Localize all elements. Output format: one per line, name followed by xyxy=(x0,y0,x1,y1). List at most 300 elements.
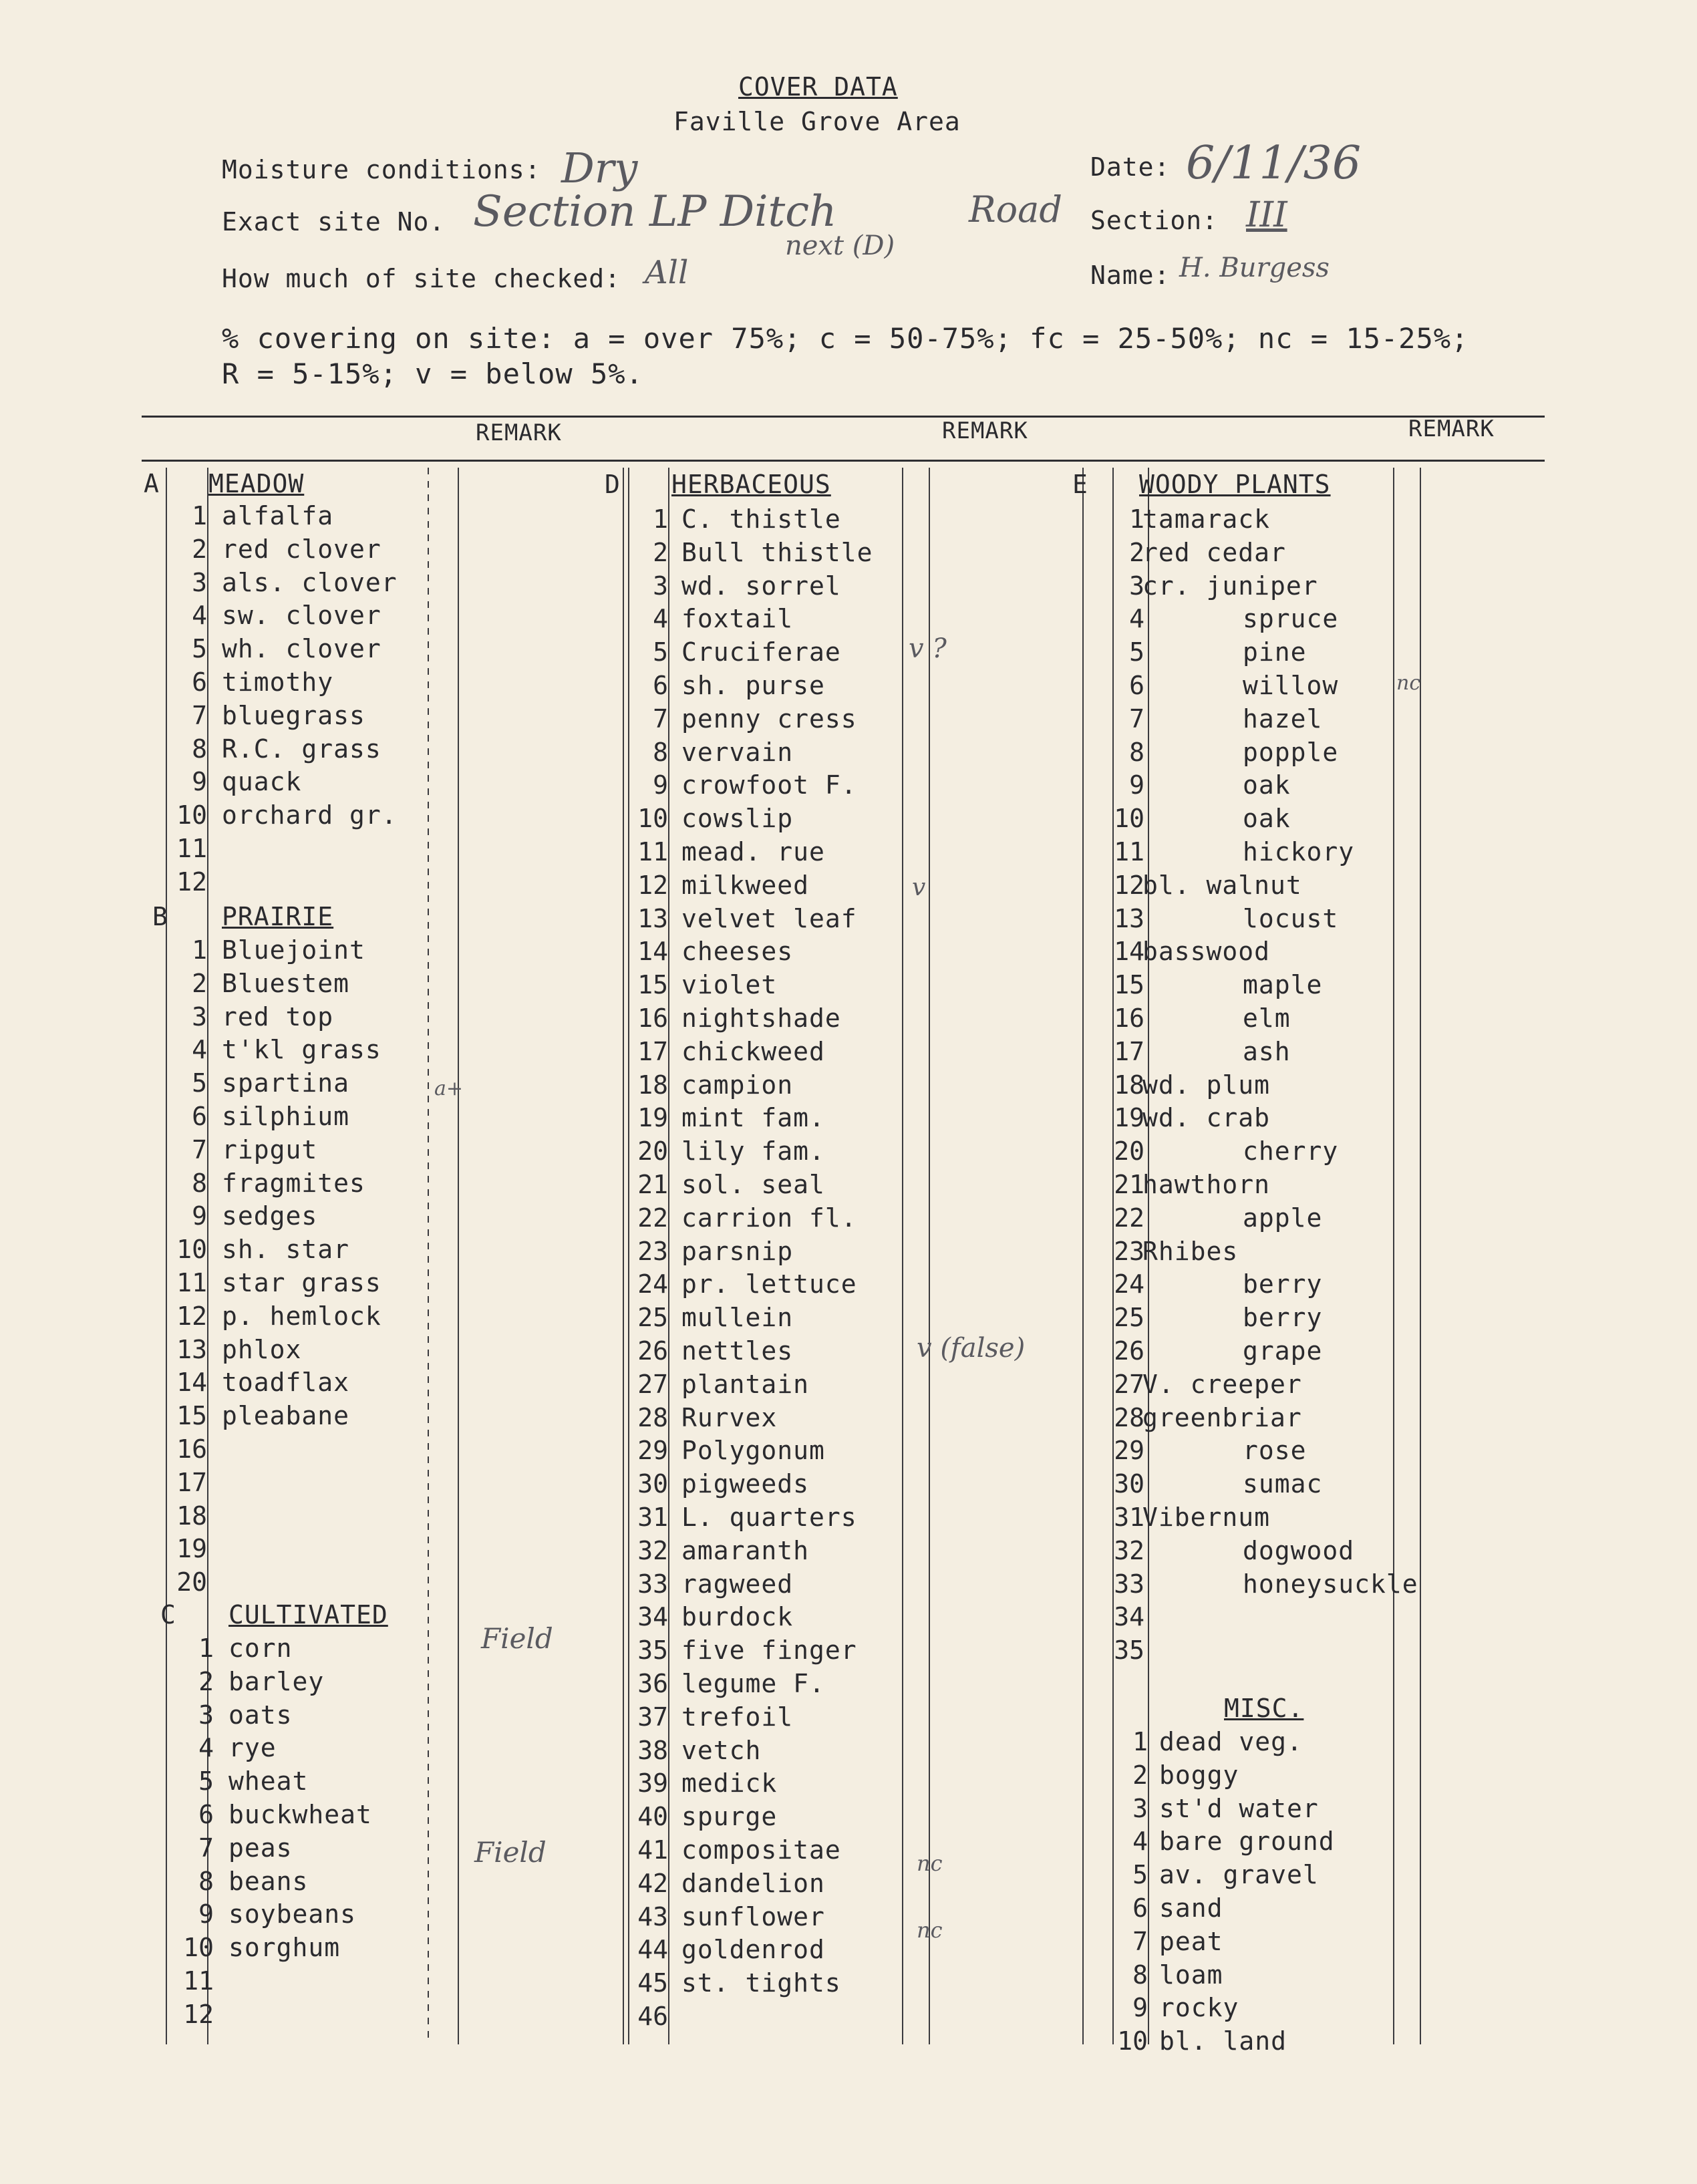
row-number: 7 xyxy=(192,700,207,730)
list-item: cr. juniper xyxy=(1142,571,1318,601)
list-item: lily fam. xyxy=(681,1136,825,1166)
row-number: 18 xyxy=(176,1501,207,1531)
list-item: red cedar xyxy=(1142,537,1286,567)
list-item: hazel xyxy=(1243,704,1323,734)
list-item: soybeans xyxy=(228,1899,357,1929)
list-item: compositae xyxy=(681,1835,841,1865)
section-heading: MEADOW xyxy=(208,469,305,498)
list-item: rocky xyxy=(1159,1993,1239,2023)
list-item: crowfoot F. xyxy=(681,770,857,800)
section-letter: D xyxy=(605,470,621,499)
row-number: 8 xyxy=(192,1168,207,1198)
row-number: 4 xyxy=(1129,604,1144,634)
list-item: fragmites xyxy=(222,1168,365,1198)
list-item: C. thistle xyxy=(681,504,841,534)
doc-subtitle: Faville Grove Area xyxy=(673,107,961,136)
list-item: beans xyxy=(228,1866,309,1896)
list-item: phlox xyxy=(222,1334,302,1364)
row-number: 2 xyxy=(1132,1760,1148,1790)
row-number: 39 xyxy=(637,1768,668,1799)
row-number: 10 xyxy=(183,1933,214,1963)
row-number: 5 xyxy=(1132,1860,1148,1890)
row-number: 35 xyxy=(1114,1635,1144,1666)
row-number: 22 xyxy=(637,1203,668,1233)
list-item: sol. seal xyxy=(681,1170,825,1199)
list-item: elm xyxy=(1243,1003,1291,1033)
list-item: star grass xyxy=(222,1268,381,1297)
row-number: 30 xyxy=(1114,1469,1144,1499)
list-item: sw. clover xyxy=(222,601,381,631)
moisture-label: Moisture conditions: xyxy=(222,155,541,184)
list-item: quack xyxy=(222,767,302,797)
list-item: berry xyxy=(1243,1303,1323,1333)
row-number: 18 xyxy=(637,1070,668,1100)
legend-line-1: % covering on site: a = over 75%; c = 50-75%; fc = 25-50%; nc = 15-25%; xyxy=(222,322,1469,355)
row-number: 7 xyxy=(653,704,668,734)
row-number: 22 xyxy=(1114,1203,1144,1233)
list-item: bluegrass xyxy=(222,700,365,730)
list-item: oak xyxy=(1243,804,1291,834)
row-number: 20 xyxy=(1114,1136,1144,1166)
row-number: 21 xyxy=(1114,1170,1144,1199)
row-number: 9 xyxy=(653,770,668,800)
list-item: Bluejoint xyxy=(222,935,365,965)
row-number: 15 xyxy=(1114,970,1144,1000)
row-number: 10 xyxy=(176,1235,207,1265)
list-item: basswood xyxy=(1142,937,1271,967)
list-item: R.C. grass xyxy=(222,734,381,764)
row-number: 6 xyxy=(198,1800,214,1829)
list-item: av. gravel xyxy=(1159,1860,1319,1890)
list-item: L. quarters xyxy=(681,1503,857,1532)
row-number: 16 xyxy=(637,1003,668,1033)
annotation-nettles: v (false) xyxy=(917,1333,1026,1364)
list-item: sumac xyxy=(1243,1469,1323,1499)
list-item: locust xyxy=(1243,903,1339,933)
list-item: campion xyxy=(681,1070,794,1100)
list-item: apple xyxy=(1243,1203,1323,1233)
list-item: spartina xyxy=(222,1068,350,1098)
site-value: Section LP Ditch xyxy=(473,187,837,237)
row-number: 1 xyxy=(198,1633,214,1663)
row-number: 1 xyxy=(1132,1727,1148,1756)
section-letter: B xyxy=(152,902,168,931)
list-item: spruce xyxy=(1243,604,1339,634)
row-number: 2 xyxy=(192,968,207,998)
row-number: 32 xyxy=(637,1535,668,1565)
list-item: maple xyxy=(1243,970,1323,1000)
row-number: 2 xyxy=(198,1666,214,1696)
row-number: 27 xyxy=(1114,1369,1144,1399)
row-number: 3 xyxy=(192,1001,207,1032)
site-note: Road xyxy=(969,188,1062,230)
row-number: 12 xyxy=(183,1999,214,2029)
list-item: barley xyxy=(228,1666,325,1696)
row-number: 42 xyxy=(637,1868,668,1898)
section-heading: WOODY PLANTS xyxy=(1139,470,1331,499)
row-number: 4 xyxy=(198,1733,214,1763)
row-number: 5 xyxy=(198,1766,214,1797)
row-number: 1 xyxy=(192,935,207,965)
col-line xyxy=(1082,468,1084,2044)
list-item: cowslip xyxy=(681,804,794,834)
row-number: 9 xyxy=(1132,1993,1148,2023)
list-item: plantain xyxy=(681,1369,810,1399)
list-item: V. creeper xyxy=(1142,1369,1302,1399)
list-item: sorghum xyxy=(228,1933,341,1963)
list-item: bl. land xyxy=(1159,2026,1287,2056)
row-number: 17 xyxy=(637,1036,668,1066)
col-line xyxy=(428,468,429,2044)
section-letter: E xyxy=(1072,470,1088,499)
annotation-compositae: nc xyxy=(917,1851,943,1876)
list-item: wd. crab xyxy=(1142,1103,1271,1133)
row-number: 7 xyxy=(192,1134,207,1164)
list-item: cherry xyxy=(1243,1136,1339,1166)
checked-label: How much of site checked: xyxy=(222,264,621,293)
name-label: Name: xyxy=(1090,261,1171,290)
row-number: 5 xyxy=(653,637,668,667)
row-number: 27 xyxy=(637,1369,668,1399)
list-item: vervain xyxy=(681,737,794,767)
row-number: 26 xyxy=(637,1336,668,1366)
row-number: 34 xyxy=(637,1602,668,1632)
row-number: 44 xyxy=(637,1935,668,1965)
row-number: 3 xyxy=(192,567,207,597)
row-number: 11 xyxy=(176,1268,207,1297)
site-label: Exact site No. xyxy=(222,207,446,237)
row-number: 8 xyxy=(1129,737,1144,767)
row-number: 19 xyxy=(1114,1103,1144,1133)
row-number: 14 xyxy=(637,937,668,967)
row-number: 3 xyxy=(653,571,668,601)
section-heading: PRAIRIE xyxy=(222,902,334,931)
list-item: carrion fl. xyxy=(681,1203,857,1233)
row-number: 26 xyxy=(1114,1336,1144,1366)
list-item: rose xyxy=(1243,1436,1307,1466)
list-item: willow xyxy=(1243,671,1339,700)
list-item: Polygonum xyxy=(681,1436,825,1466)
row-number: 10 xyxy=(637,804,668,834)
list-item: wh. clover xyxy=(222,634,381,664)
row-number: 31 xyxy=(637,1503,668,1532)
list-item: sunflower xyxy=(681,1901,825,1931)
row-number: 13 xyxy=(637,903,668,933)
list-item: Rurvex xyxy=(681,1402,778,1432)
list-item: greenbriar xyxy=(1142,1402,1302,1432)
list-item: sedges xyxy=(222,1201,318,1231)
row-number: 21 xyxy=(637,1170,668,1199)
list-item: mint fam. xyxy=(681,1103,825,1133)
list-item: pine xyxy=(1243,637,1307,667)
row-number: 6 xyxy=(1129,671,1144,700)
row-number: 7 xyxy=(1129,704,1144,734)
list-item: penny cress xyxy=(681,704,857,734)
row-number: 8 xyxy=(192,734,207,764)
row-number: 6 xyxy=(1132,1893,1148,1923)
row-number: 46 xyxy=(637,2002,668,2031)
name-value: H. Burgess xyxy=(1179,253,1330,283)
list-item: bare ground xyxy=(1159,1827,1335,1857)
list-item: nightshade xyxy=(681,1003,841,1033)
row-number: 6 xyxy=(192,667,207,697)
list-item: burdock xyxy=(681,1602,794,1632)
row-number: 4 xyxy=(192,1035,207,1065)
row-number: 3 xyxy=(198,1700,214,1730)
list-item: Rhibes xyxy=(1142,1236,1239,1266)
list-item: medick xyxy=(681,1768,778,1799)
row-number: 12 xyxy=(1114,870,1144,900)
list-item: parsnip xyxy=(681,1236,794,1266)
row-number: 2 xyxy=(1129,537,1144,567)
list-item: tamarack xyxy=(1142,504,1271,534)
row-number: 13 xyxy=(176,1334,207,1364)
row-number: 12 xyxy=(176,867,207,897)
row-number: 6 xyxy=(192,1102,207,1131)
row-number: 7 xyxy=(1132,1926,1148,1956)
col-line xyxy=(929,468,930,2044)
row-number: 35 xyxy=(637,1635,668,1666)
row-number: 29 xyxy=(1114,1436,1144,1466)
row-number: 11 xyxy=(1114,837,1144,867)
date-value: 6/11/36 xyxy=(1186,137,1362,190)
list-item: legume F. xyxy=(681,1669,825,1698)
section-letter: C xyxy=(160,1600,176,1629)
row-number: 3 xyxy=(1132,1793,1148,1823)
row-number: 14 xyxy=(176,1368,207,1398)
moisture-value: Dry xyxy=(561,144,638,192)
list-item: peat xyxy=(1159,1926,1223,1956)
annotation-milkweed: v xyxy=(912,874,926,901)
list-item: cheeses xyxy=(681,937,794,967)
list-item: ash xyxy=(1243,1036,1291,1066)
row-number: 25 xyxy=(1114,1303,1144,1333)
remark-header-2: REMARK xyxy=(942,418,1028,444)
row-number: 16 xyxy=(176,1434,207,1464)
section-heading: HERBACEOUS xyxy=(671,470,831,499)
annotation-cruciferae: v ? xyxy=(909,633,947,664)
row-number: 24 xyxy=(1114,1269,1144,1299)
list-item: Bluestem xyxy=(222,968,350,998)
row-number: 4 xyxy=(192,601,207,631)
list-item: Vibernum xyxy=(1142,1503,1271,1532)
row-number: 37 xyxy=(637,1702,668,1732)
list-item: red top xyxy=(222,1001,334,1032)
row-number: 9 xyxy=(198,1899,214,1929)
list-item: spurge xyxy=(681,1802,778,1832)
row-number: 8 xyxy=(1132,1960,1148,1990)
list-item: st. tights xyxy=(681,1968,841,1998)
row-number: 9 xyxy=(1129,770,1144,800)
row-number: 10 xyxy=(1114,804,1144,834)
row-number: 11 xyxy=(183,1966,214,1996)
list-item: grape xyxy=(1243,1336,1323,1366)
row-number: 36 xyxy=(637,1669,668,1698)
list-item: hickory xyxy=(1243,837,1355,867)
col-line xyxy=(623,468,624,2044)
row-number: 3 xyxy=(1129,571,1144,601)
section-label: Section: xyxy=(1090,206,1219,235)
row-number: 23 xyxy=(637,1236,668,1266)
row-number: 19 xyxy=(176,1534,207,1564)
list-item: red clover xyxy=(222,534,381,564)
list-item: dandelion xyxy=(681,1868,825,1898)
list-item: st'd water xyxy=(1159,1793,1319,1823)
list-item: bl. walnut xyxy=(1142,870,1302,900)
legend-line-2: R = 5-15%; v = below 5%. xyxy=(222,357,643,390)
doc-title: COVER DATA xyxy=(738,72,898,102)
checked-value: All xyxy=(645,254,689,291)
row-number: 38 xyxy=(637,1735,668,1765)
list-item: alfalfa xyxy=(222,501,334,530)
row-number: 9 xyxy=(192,767,207,797)
table-header-rule xyxy=(142,460,1545,462)
row-number: 30 xyxy=(637,1469,668,1499)
list-item: sand xyxy=(1159,1893,1223,1923)
section-heading: CULTIVATED xyxy=(228,1600,388,1629)
list-item: oak xyxy=(1243,770,1291,800)
list-item: Bull thistle xyxy=(681,537,873,567)
row-number: 45 xyxy=(637,1968,668,1998)
list-item: pigweeds xyxy=(681,1469,810,1499)
list-item: chickweed xyxy=(681,1036,825,1066)
section-letter: A xyxy=(144,469,160,498)
row-number: 5 xyxy=(192,1068,207,1098)
row-number: 13 xyxy=(1114,903,1144,933)
list-item: timothy xyxy=(222,667,334,697)
list-item: t'kl grass xyxy=(222,1035,381,1065)
row-number: 20 xyxy=(176,1567,207,1597)
list-item: toadflax xyxy=(222,1368,350,1398)
row-number: 28 xyxy=(1114,1402,1144,1432)
list-item: honeysuckle xyxy=(1243,1569,1418,1599)
site-note2: next (D) xyxy=(785,230,895,261)
row-number: 5 xyxy=(1129,637,1144,667)
list-item: berry xyxy=(1243,1269,1323,1299)
list-item: buckwheat xyxy=(228,1800,372,1829)
annotation-corn: Field xyxy=(481,1622,553,1655)
list-item: ragweed xyxy=(681,1569,794,1599)
list-item: orchard gr. xyxy=(222,800,398,830)
list-item: five finger xyxy=(681,1635,857,1666)
row-number: 24 xyxy=(637,1269,668,1299)
row-number: 12 xyxy=(637,870,668,900)
row-number: 15 xyxy=(176,1401,207,1431)
col-line xyxy=(902,468,903,2044)
row-number: 8 xyxy=(653,737,668,767)
list-item: wd. sorrel xyxy=(681,571,841,601)
list-item: Cruciferae xyxy=(681,637,841,667)
annotation-willow: nc xyxy=(1396,671,1421,695)
list-item: p. hemlock xyxy=(222,1301,381,1331)
section-value: III xyxy=(1246,195,1287,235)
date-label: Date: xyxy=(1090,152,1171,182)
list-item: violet xyxy=(681,970,778,1000)
annotation-spartina: a+ xyxy=(434,1077,464,1100)
row-number: 1 xyxy=(1129,504,1144,534)
list-item: corn xyxy=(228,1633,293,1663)
row-number: 5 xyxy=(192,634,207,664)
row-number: 11 xyxy=(176,834,207,863)
row-number: 12 xyxy=(176,1301,207,1331)
row-number: 4 xyxy=(1132,1827,1148,1857)
row-number: 40 xyxy=(637,1802,668,1832)
list-item: pleabane xyxy=(222,1401,350,1431)
row-number: 16 xyxy=(1114,1003,1144,1033)
row-number: 32 xyxy=(1114,1535,1144,1565)
remark-header-3: REMARK xyxy=(1408,416,1495,442)
row-number: 29 xyxy=(637,1436,668,1466)
row-number: 7 xyxy=(198,1833,214,1863)
row-number: 2 xyxy=(653,537,668,567)
list-item: silphium xyxy=(222,1102,350,1131)
row-number: 33 xyxy=(637,1569,668,1599)
row-number: 31 xyxy=(1114,1503,1144,1532)
row-number: 4 xyxy=(653,604,668,634)
col-line xyxy=(668,468,669,2044)
list-item: milkweed xyxy=(681,870,810,900)
row-number: 10 xyxy=(176,800,207,830)
list-item: sh. star xyxy=(222,1235,350,1265)
col-line xyxy=(166,468,167,2044)
row-number: 28 xyxy=(637,1402,668,1432)
list-item: oats xyxy=(228,1700,293,1730)
list-item: rye xyxy=(228,1733,277,1763)
list-item: amaranth xyxy=(681,1535,810,1565)
col-line xyxy=(1393,468,1394,2044)
row-number: 34 xyxy=(1114,1602,1144,1632)
row-number: 20 xyxy=(637,1136,668,1166)
row-number: 11 xyxy=(637,837,668,867)
col-line xyxy=(458,468,459,2044)
list-item: goldenrod xyxy=(681,1935,825,1965)
list-item: velvet leaf xyxy=(681,903,857,933)
list-item: dogwood xyxy=(1243,1535,1355,1565)
annotation-peas: Field xyxy=(474,1836,547,1869)
list-item: ripgut xyxy=(222,1134,318,1164)
row-number: 41 xyxy=(637,1835,668,1865)
list-item: peas xyxy=(228,1833,293,1863)
list-item: nettles xyxy=(681,1336,794,1366)
list-item: vetch xyxy=(681,1735,762,1765)
row-number: 15 xyxy=(637,970,668,1000)
row-number: 14 xyxy=(1114,937,1144,967)
list-item: wd. plum xyxy=(1142,1070,1271,1100)
row-number: 25 xyxy=(637,1303,668,1333)
list-item: hawthorn xyxy=(1142,1170,1271,1199)
list-item: boggy xyxy=(1159,1760,1239,1790)
list-item: trefoil xyxy=(681,1702,794,1732)
annotation-sunflower: nc xyxy=(917,1917,943,1943)
row-number: 18 xyxy=(1114,1070,1144,1100)
col-line xyxy=(1420,468,1421,2044)
list-item: mead. rue xyxy=(681,837,825,867)
row-number: 17 xyxy=(1114,1036,1144,1066)
row-number: 6 xyxy=(653,671,668,700)
row-number: 43 xyxy=(637,1901,668,1931)
list-item: als. clover xyxy=(222,567,398,597)
remark-header-1: REMARK xyxy=(476,420,562,446)
row-number: 9 xyxy=(192,1201,207,1231)
row-number: 2 xyxy=(192,534,207,564)
list-item: foxtail xyxy=(681,604,794,634)
list-item: pr. lettuce xyxy=(681,1269,857,1299)
row-number: 19 xyxy=(637,1103,668,1133)
row-number: 1 xyxy=(653,504,668,534)
row-number: 1 xyxy=(192,501,207,530)
row-number: 23 xyxy=(1114,1236,1144,1266)
list-item: loam xyxy=(1159,1960,1223,1990)
